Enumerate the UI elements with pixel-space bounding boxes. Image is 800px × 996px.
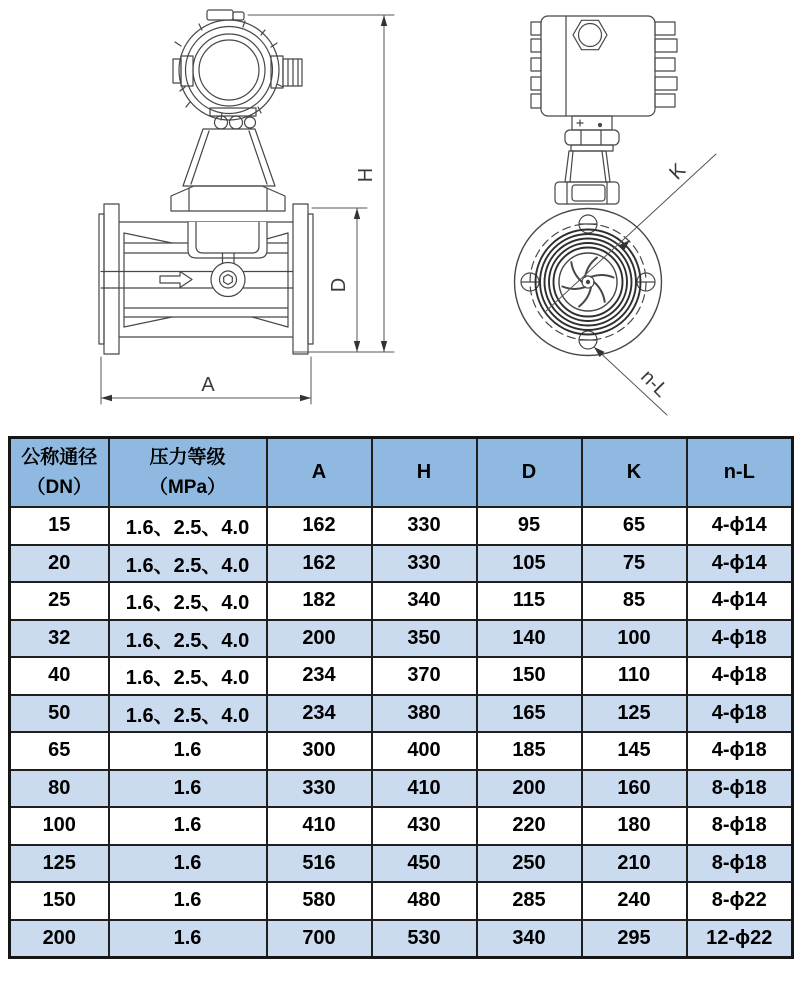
- cell-h: 340: [372, 582, 477, 620]
- cell-pressure: 1.6: [109, 732, 267, 770]
- cell-k: 160: [582, 770, 687, 808]
- col-header-dn-line1: 公称通径: [21, 447, 98, 469]
- cell-h: 400: [372, 732, 477, 770]
- cell-pressure: 1.6、2.5、4.0: [109, 545, 267, 583]
- cell-dn: 15: [10, 507, 109, 545]
- cell-pressure: 1.6、2.5、4.0: [109, 657, 267, 695]
- cell-d: 200: [477, 770, 582, 808]
- cell-dn: 150: [10, 882, 109, 920]
- cell-nl: 8-ϕ18: [687, 770, 793, 808]
- cell-nl: 4-ϕ14: [687, 582, 793, 620]
- cell-nl: 4-ϕ18: [687, 657, 793, 695]
- cell-k: 295: [582, 920, 687, 958]
- col-header-dn: [10, 438, 109, 508]
- cell-pressure: 1.6、2.5、4.0: [109, 507, 267, 545]
- cell-pressure: 1.6、2.5、4.0: [109, 695, 267, 733]
- col-header-dn-line2: （DN）: [26, 476, 92, 498]
- table-row: [10, 920, 793, 958]
- cell-nl: 12-ϕ22: [687, 920, 793, 958]
- cell-k: 100: [582, 620, 687, 658]
- cell-a: 330: [267, 770, 372, 808]
- cell-pressure: 1.6: [109, 807, 267, 845]
- cell-a: 700: [267, 920, 372, 958]
- table-row: [10, 620, 793, 658]
- dimension-drawings: [0, 0, 800, 436]
- cell-d: 165: [477, 695, 582, 733]
- table-row: [10, 582, 793, 620]
- cell-pressure: 1.6: [109, 845, 267, 883]
- front-view: [99, 10, 313, 354]
- cell-d: 185: [477, 732, 582, 770]
- cell-nl: 4-ϕ14: [687, 545, 793, 583]
- cell-dn: 32: [10, 620, 109, 658]
- cell-dn: 50: [10, 695, 109, 733]
- cell-d: 140: [477, 620, 582, 658]
- flowmeter-drawing-svg: [0, 0, 800, 436]
- cell-a: 182: [267, 582, 372, 620]
- cell-h: 410: [372, 770, 477, 808]
- cell-h: 380: [372, 695, 477, 733]
- table-row: [10, 845, 793, 883]
- cell-dn: 80: [10, 770, 109, 808]
- cell-pressure: 1.6: [109, 770, 267, 808]
- cell-dn: 25: [10, 582, 109, 620]
- cell-k: 85: [582, 582, 687, 620]
- col-header-k: K: [582, 438, 687, 508]
- cell-d: 250: [477, 845, 582, 883]
- cell-dn: 125: [10, 845, 109, 883]
- cell-dn: 200: [10, 920, 109, 958]
- cell-h: 330: [372, 507, 477, 545]
- table-row: [10, 807, 793, 845]
- cell-d: 115: [477, 582, 582, 620]
- cell-a: 200: [267, 620, 372, 658]
- cell-a: 580: [267, 882, 372, 920]
- cell-a: 410: [267, 807, 372, 845]
- cell-nl: 4-ϕ14: [687, 507, 793, 545]
- dim-label-k: K: [665, 159, 691, 185]
- cell-dn: 100: [10, 807, 109, 845]
- table-row: [10, 882, 793, 920]
- cell-a: 234: [267, 657, 372, 695]
- cell-k: 240: [582, 882, 687, 920]
- cell-h: 480: [372, 882, 477, 920]
- cell-h: 370: [372, 657, 477, 695]
- table-row: [10, 545, 793, 583]
- table-row: [10, 732, 793, 770]
- cell-pressure: 1.6: [109, 920, 267, 958]
- col-header-d: D: [477, 438, 582, 508]
- dim-label-d: D: [328, 277, 350, 293]
- dim-label-a: A: [201, 374, 215, 396]
- cell-h: 330: [372, 545, 477, 583]
- cell-pressure: 1.6: [109, 882, 267, 920]
- col-header-pressure-line1: 压力等级: [149, 447, 226, 469]
- col-header-pressure-line2: （MPa）: [148, 476, 227, 498]
- col-header-nl: n-L: [687, 438, 793, 508]
- dim-label-nl: n-L: [636, 365, 673, 402]
- cell-pressure: 1.6、2.5、4.0: [109, 582, 267, 620]
- cell-pressure: 1.6、2.5、4.0: [109, 620, 267, 658]
- cell-d: 105: [477, 545, 582, 583]
- cell-d: 340: [477, 920, 582, 958]
- table-row: [10, 657, 793, 695]
- front-view-dimensions: [101, 15, 394, 404]
- cell-nl: 8-ϕ22: [687, 882, 793, 920]
- cell-d: 285: [477, 882, 582, 920]
- cell-k: 145: [582, 732, 687, 770]
- cell-k: 110: [582, 657, 687, 695]
- cell-d: 220: [477, 807, 582, 845]
- cell-d: 150: [477, 657, 582, 695]
- col-header-a: A: [267, 438, 372, 508]
- cell-a: 516: [267, 845, 372, 883]
- dimension-table: [8, 436, 794, 959]
- cell-h: 530: [372, 920, 477, 958]
- cell-k: 125: [582, 695, 687, 733]
- cell-a: 300: [267, 732, 372, 770]
- cell-k: 75: [582, 545, 687, 583]
- cell-d: 95: [477, 507, 582, 545]
- cell-a: 234: [267, 695, 372, 733]
- cell-a: 162: [267, 545, 372, 583]
- cell-dn: 20: [10, 545, 109, 583]
- dim-label-h: H: [355, 167, 377, 183]
- cell-k: 210: [582, 845, 687, 883]
- side-view: [515, 16, 678, 356]
- table-row: [10, 507, 793, 545]
- cell-nl: 8-ϕ18: [687, 845, 793, 883]
- cell-k: 180: [582, 807, 687, 845]
- col-header-h: H: [372, 438, 477, 508]
- table-header-row: [10, 438, 793, 508]
- cell-dn: 40: [10, 657, 109, 695]
- cell-nl: 4-ϕ18: [687, 695, 793, 733]
- cell-a: 162: [267, 507, 372, 545]
- cell-h: 450: [372, 845, 477, 883]
- cell-h: 430: [372, 807, 477, 845]
- cell-nl: 4-ϕ18: [687, 732, 793, 770]
- table-row: [10, 695, 793, 733]
- col-header-pressure: [109, 438, 267, 508]
- cell-nl: 4-ϕ18: [687, 620, 793, 658]
- cell-nl: 8-ϕ18: [687, 807, 793, 845]
- cell-dn: 65: [10, 732, 109, 770]
- table-row: [10, 770, 793, 808]
- cell-k: 65: [582, 507, 687, 545]
- cell-h: 350: [372, 620, 477, 658]
